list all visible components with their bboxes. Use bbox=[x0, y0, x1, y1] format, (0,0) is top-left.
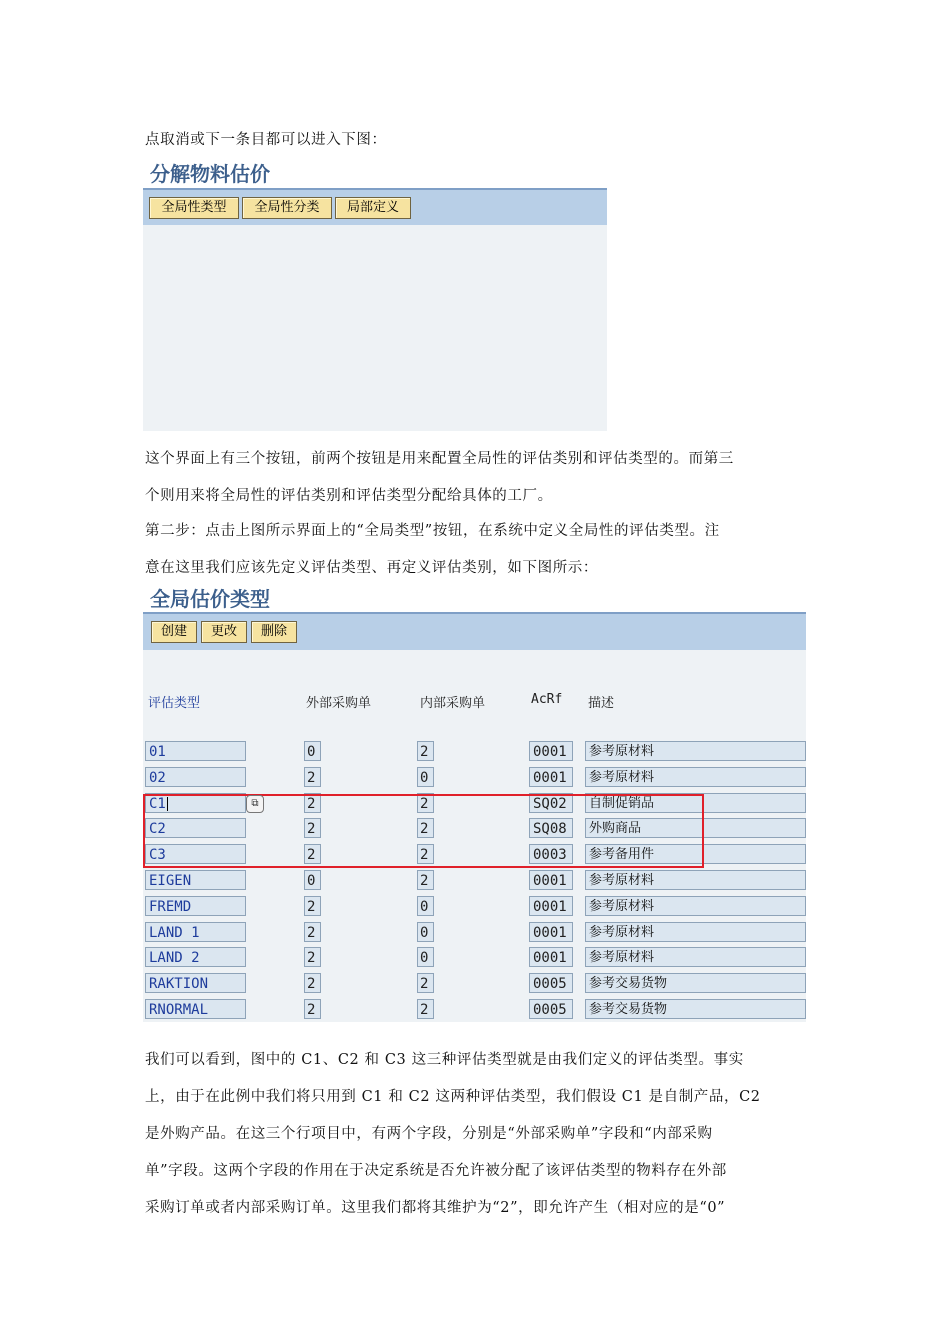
acrf-field[interactable]: 0001 bbox=[529, 870, 573, 890]
external-po-field[interactable]: 2 bbox=[304, 793, 321, 813]
paragraph-3-line-2: 上，由于在此例中我们将只用到 C1 和 C2 这两种评估类型，我们假设 C1 是自制产品，C2 bbox=[145, 1089, 761, 1105]
valuation-type-field[interactable]: 02 bbox=[145, 767, 246, 787]
valuation-type-field[interactable]: 01 bbox=[145, 741, 246, 761]
screen2-title: 全局估价类型 bbox=[150, 587, 270, 611]
valuation-type-field[interactable]: C1 bbox=[145, 793, 246, 813]
description-field[interactable]: 参考原材料 bbox=[585, 922, 806, 942]
valuation-type-field[interactable]: C2 bbox=[145, 818, 246, 838]
acrf-field[interactable]: 0005 bbox=[529, 999, 573, 1019]
paragraph-2-line-1: 第二步：点击上图所示界面上的“全局类型”按钮，在系统中定义全局性的评估类型。注 bbox=[145, 523, 720, 539]
paragraph-1-line-2: 个则用来将全局性的评估类别和评估类型分配给具体的工厂。 bbox=[145, 488, 553, 504]
internal-po-field[interactable]: 2 bbox=[417, 973, 434, 993]
external-po-field[interactable]: 2 bbox=[304, 999, 321, 1019]
highlight-box bbox=[143, 794, 704, 868]
internal-po-field[interactable]: 0 bbox=[417, 947, 434, 967]
description-field[interactable]: 参考备用件 bbox=[585, 844, 806, 864]
external-po-field[interactable]: 2 bbox=[304, 844, 321, 864]
screen1-title: 分解物料估价 bbox=[150, 162, 270, 186]
acrf-field[interactable]: 0005 bbox=[529, 973, 573, 993]
internal-po-field[interactable]: 0 bbox=[417, 922, 434, 942]
external-po-field[interactable]: 2 bbox=[304, 922, 321, 942]
description-field[interactable]: 参考原材料 bbox=[585, 896, 806, 916]
acrf-field[interactable]: 0001 bbox=[529, 896, 573, 916]
paragraph-1-line-1: 这个界面上有三个按钮，前两个按钮是用来配置全局性的评估类别和评估类型的。而第三 bbox=[145, 451, 734, 467]
internal-po-field[interactable]: 2 bbox=[417, 999, 434, 1019]
external-po-field[interactable]: 2 bbox=[304, 767, 321, 787]
internal-po-field[interactable]: 0 bbox=[417, 896, 434, 916]
create-button[interactable]: 创建 bbox=[151, 621, 197, 643]
internal-po-field[interactable]: 2 bbox=[417, 844, 434, 864]
header-valuation-type: 评估类型 bbox=[148, 696, 201, 711]
valuation-type-field[interactable]: EIGEN bbox=[145, 870, 246, 890]
description-field[interactable]: 参考交易货物 bbox=[585, 973, 806, 993]
acrf-field[interactable]: 0001 bbox=[529, 767, 573, 787]
acrf-field[interactable]: SQ08 bbox=[529, 818, 573, 838]
description-field[interactable]: 参考原材料 bbox=[585, 741, 806, 761]
change-button[interactable]: 更改 bbox=[201, 621, 247, 643]
global-type-button[interactable]: 全局性类型 bbox=[149, 197, 239, 219]
valuation-type-field[interactable]: RNORMAL bbox=[145, 999, 246, 1019]
external-po-field[interactable]: 2 bbox=[304, 947, 321, 967]
acrf-field[interactable]: 0001 bbox=[529, 922, 573, 942]
external-po-field[interactable]: 0 bbox=[304, 741, 321, 761]
acrf-field[interactable]: 0003 bbox=[529, 844, 573, 864]
valuation-type-field[interactable]: FREMD bbox=[145, 896, 246, 916]
paragraph-3-line-3: 是外购产品。在这三个行项目中，有两个字段，分别是“外部采购单”字段和“内部采购 bbox=[145, 1126, 713, 1142]
description-field[interactable]: 自制促销品 bbox=[585, 793, 806, 813]
paragraph-3-line-4: 单”字段。这两个字段的作用在于决定系统是否允许被分配了该评估类型的物料存在外部 bbox=[145, 1163, 727, 1179]
description-field[interactable]: 参考原材料 bbox=[585, 767, 806, 787]
valuation-type-field[interactable]: C3 bbox=[145, 844, 246, 864]
external-po-field[interactable]: 0 bbox=[304, 870, 321, 890]
description-field[interactable]: 参考原材料 bbox=[585, 870, 806, 890]
description-field[interactable]: 参考交易货物 bbox=[585, 999, 806, 1019]
acrf-field[interactable]: 0001 bbox=[529, 947, 573, 967]
paragraph-3-line-1: 我们可以看到，图中的 C1、C2 和 C3 这三种评估类型就是由我们定义的评估类型。事实 bbox=[145, 1052, 744, 1068]
intro-text: 点取消或下一条目都可以进入下图： bbox=[145, 132, 387, 148]
external-po-field[interactable]: 2 bbox=[304, 818, 321, 838]
external-po-field[interactable]: 2 bbox=[304, 973, 321, 993]
internal-po-field[interactable]: 2 bbox=[417, 793, 434, 813]
valuation-type-field[interactable]: LAND 2 bbox=[145, 947, 246, 967]
screen1-body bbox=[143, 225, 607, 431]
internal-po-field[interactable]: 2 bbox=[417, 818, 434, 838]
global-category-button[interactable]: 全局性分类 bbox=[242, 197, 332, 219]
description-field[interactable]: 外购商品 bbox=[585, 818, 806, 838]
header-description: 描述 bbox=[588, 696, 615, 711]
local-definition-button[interactable]: 局部定义 bbox=[335, 197, 411, 219]
header-internal-po: 内部采购单 bbox=[420, 696, 486, 711]
delete-button[interactable]: 删除 bbox=[251, 621, 297, 643]
paragraph-2-line-2: 意在这里我们应该先定义评估类型、再定义评估类别，如下图所示： bbox=[145, 560, 598, 576]
value-help-icon[interactable]: ⧉ bbox=[246, 795, 264, 813]
screen2-toolbar bbox=[143, 612, 806, 650]
internal-po-field[interactable]: 2 bbox=[417, 741, 434, 761]
valuation-type-field[interactable]: RAKTION bbox=[145, 973, 246, 993]
valuation-type-field[interactable]: LAND 1 bbox=[145, 922, 246, 942]
header-external-po: 外部采购单 bbox=[306, 696, 372, 711]
acrf-field[interactable]: SQ02 bbox=[529, 793, 573, 813]
internal-po-field[interactable]: 2 bbox=[417, 870, 434, 890]
paragraph-3-line-5: 采购订单或者内部采购订单。这里我们都将其维护为“2”，即允许产生（相对应的是“0” bbox=[145, 1200, 726, 1216]
external-po-field[interactable]: 2 bbox=[304, 896, 321, 916]
description-field[interactable]: 参考原材料 bbox=[585, 947, 806, 967]
screen1-toolbar bbox=[143, 188, 607, 225]
acrf-field[interactable]: 0001 bbox=[529, 741, 573, 761]
header-acrf: AcRf bbox=[531, 692, 563, 707]
internal-po-field[interactable]: 0 bbox=[417, 767, 434, 787]
